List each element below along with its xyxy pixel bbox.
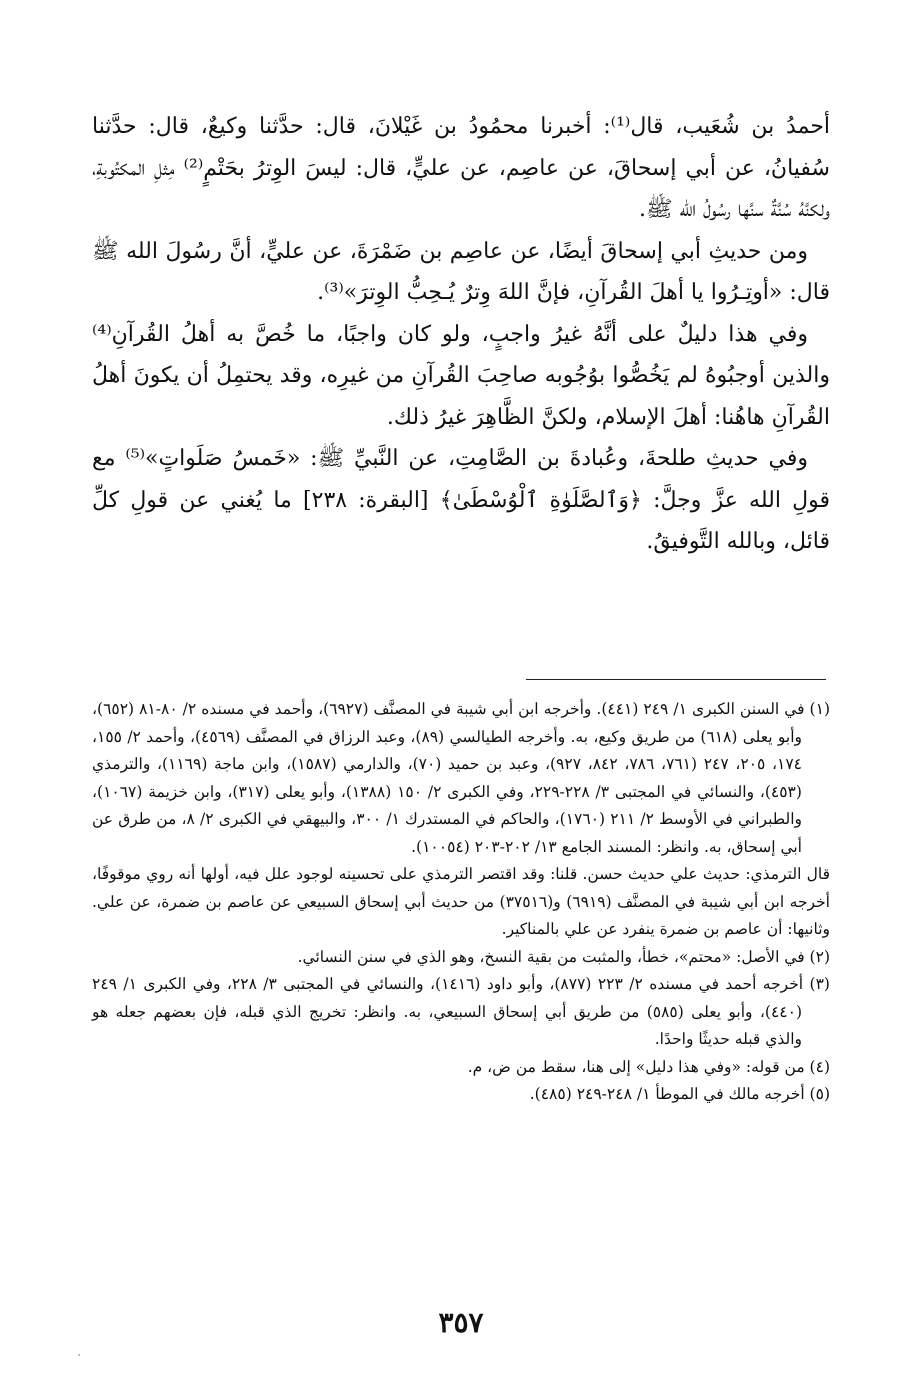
footnote-5: (٥) أخرجه مالك في الموطأ ١/ ٢٤٨-٢٤٩ (٤٨٥). [529,1085,830,1103]
footnote-3: (٣) أخرجه أحمد في مسنده ٢/ ٢٢٣ (٨٧٧)، وأبو داود (١٤١٦)، والنسائي في المجتبى ٣/ ٢٢٨، وفي الكبرى ١/ ٢٤٩ (٤٤٠)، وأبو يعلى (٥٨٥) من طريق أبي إسحاق السبيعي، به. وانظر: تخريج الذي قبله، فإن بعضهم جعله هو والذي قبله حديثًا واحدًا. [92,975,830,1048]
footnote-4: (٤) من قوله: «وفي هذا دليل» إلى هنا، سقط من ض، م. [467,1057,830,1076]
scan-speck [78,1354,80,1356]
main-paragraph-4: وفي حديثِ طلحةَ، وعُبادةَ بن الصَّامِتِ، عن النَّبيِّ ﷺ: «خَمسُ صَلَواتٍ»⁽⁵⁾ مع قولِ الله عزَّ وجلَّ: ﴿وَٱلصَّلَوٰةِ ٱلْوُسْطَىٰ﴾ [البقرة: ٢٣٨] ما يُغني عن قولِ كلِّ قائل، وبالله التَّوفيقُ. [92,446,831,554]
footnote-2: (٢) في الأصل: «محتم»، خطأ، والمثبت من بقية النسخ، وهو الذي في سنن النسائي. [297,947,830,966]
footnote-1: (١) في السنن الكبرى ١/ ٢٤٩ (٤٤١). وأخرجه ابن أبي شيبة في المصنَّف (٦٩٢٧)، وأحمد في مسنده ٢/ ٨٠-٨١ (٦٥٢)، وأبو يعلى (٦١٨) من طريق وكيع، به. وأخرجه الطيالسي (٨٩)، وعبد الرزاق في المصنَّف (٤٥٦٩)، وأحمد ٢/ ١٥٥، ١٧٤، ٢٠٥، ٢٤٧ (٧٦١، ٧٨٦، ٨٤٢، ٩٢٧)، وعبد بن حميد (٧٠)، والدارمي (١٥٨٧)، وابن ماجة (١١٦٩)، والترمذي (٤٥٣)، والنسائي في المجتبى ٣/ ٢٢٨-٢٢٩، وفي الكبرى ٢/ ١٥٠ (١٣٨٨)، وأبو يعلى (٣١٧)، وابن خزيمة (١٠٦٧)، والطبراني في الأوسط ٢/ ٢١١ (١٧٦٠)، والحاكم في المستدرك ١/ ٣٠٠، والبيهقي في الكبرى ٢/ ٨، من طرق عن أبي إسحاق، به. وانظر: المسند الجامع ١٣/ ٢٠٢-٢٠٣ (١٠٠٥٤). [92,700,830,856]
footnote-divider [526,679,826,680]
main-paragraph-3: وفي هذا دليلٌ على أنَّهُ غيرُ واجبٍ، ولو كان واجبًا، ما خُصَّ به أهلُ القُرآنِ⁽⁴⁾ والذين أوجبُوهُ لم يَخُصُّوا بوُجُوبه صاحِبَ القُرآنِ من غيرِه، وقد يحتمِلُ أن يكونَ أهلُ القُرآنِ هاهُنا: أهلَ الإسلام، ولكنَّ الظَّاهِرَ غيرُ ذلك. [92,321,830,430]
footnotes [92,696,830,1109]
page-number: ٣٥٧ [438,1306,484,1339]
main-paragraph-2: ومن حديثِ أبي إسحاقَ أيضًا، عن عاصِم بن ضَمْرَةَ، عن عليٍّ، أنَّ رسُولَ الله ﷺ قال: «أوتِـرُوا يا أهلَ القُرآنِ، فإنَّ اللهَ وِترٌ يُـحِبُّ الوِترَ»⁽³⁾. [92,238,830,305]
main-text [92,106,830,563]
main-paragraph-1: أحمدُ بن شُعَيب، قال⁽¹⁾: أخبرنا محمُودُ بن غَيْلانَ، قال: حدَّثنا وكيعٌ، قال: حدَّثنا سُفيانُ، عن أبي إسحاقَ، عن عاصِم، عن عليٍّ، قال: ليسَ الوِترُ بحَتْمٍ⁽²⁾ مِثلِ المكتُوبةِ، ولكنَّهُ سُنَّةٌ سنَّها رسُولُ الله ﷺ. [92,114,830,222]
footnote-1-continuation: قال الترمذي: حديث علي حديث حسن. قلنا: وقد اقتصر الترمذي على تحسينه لوجود علل فيه، أولها أنه روي موقوفًا، أخرجه ابن أبي شيبة في المصنَّف (٦٩١٩) و(٣٧٥١٦) من حديث أبي إسحاق السبيعي عن عاصم بن ضمرة، عن علي. وثانيها: أن عاصم بن ضمرة ينفرد عن علي بالمناكير. [92,865,830,938]
